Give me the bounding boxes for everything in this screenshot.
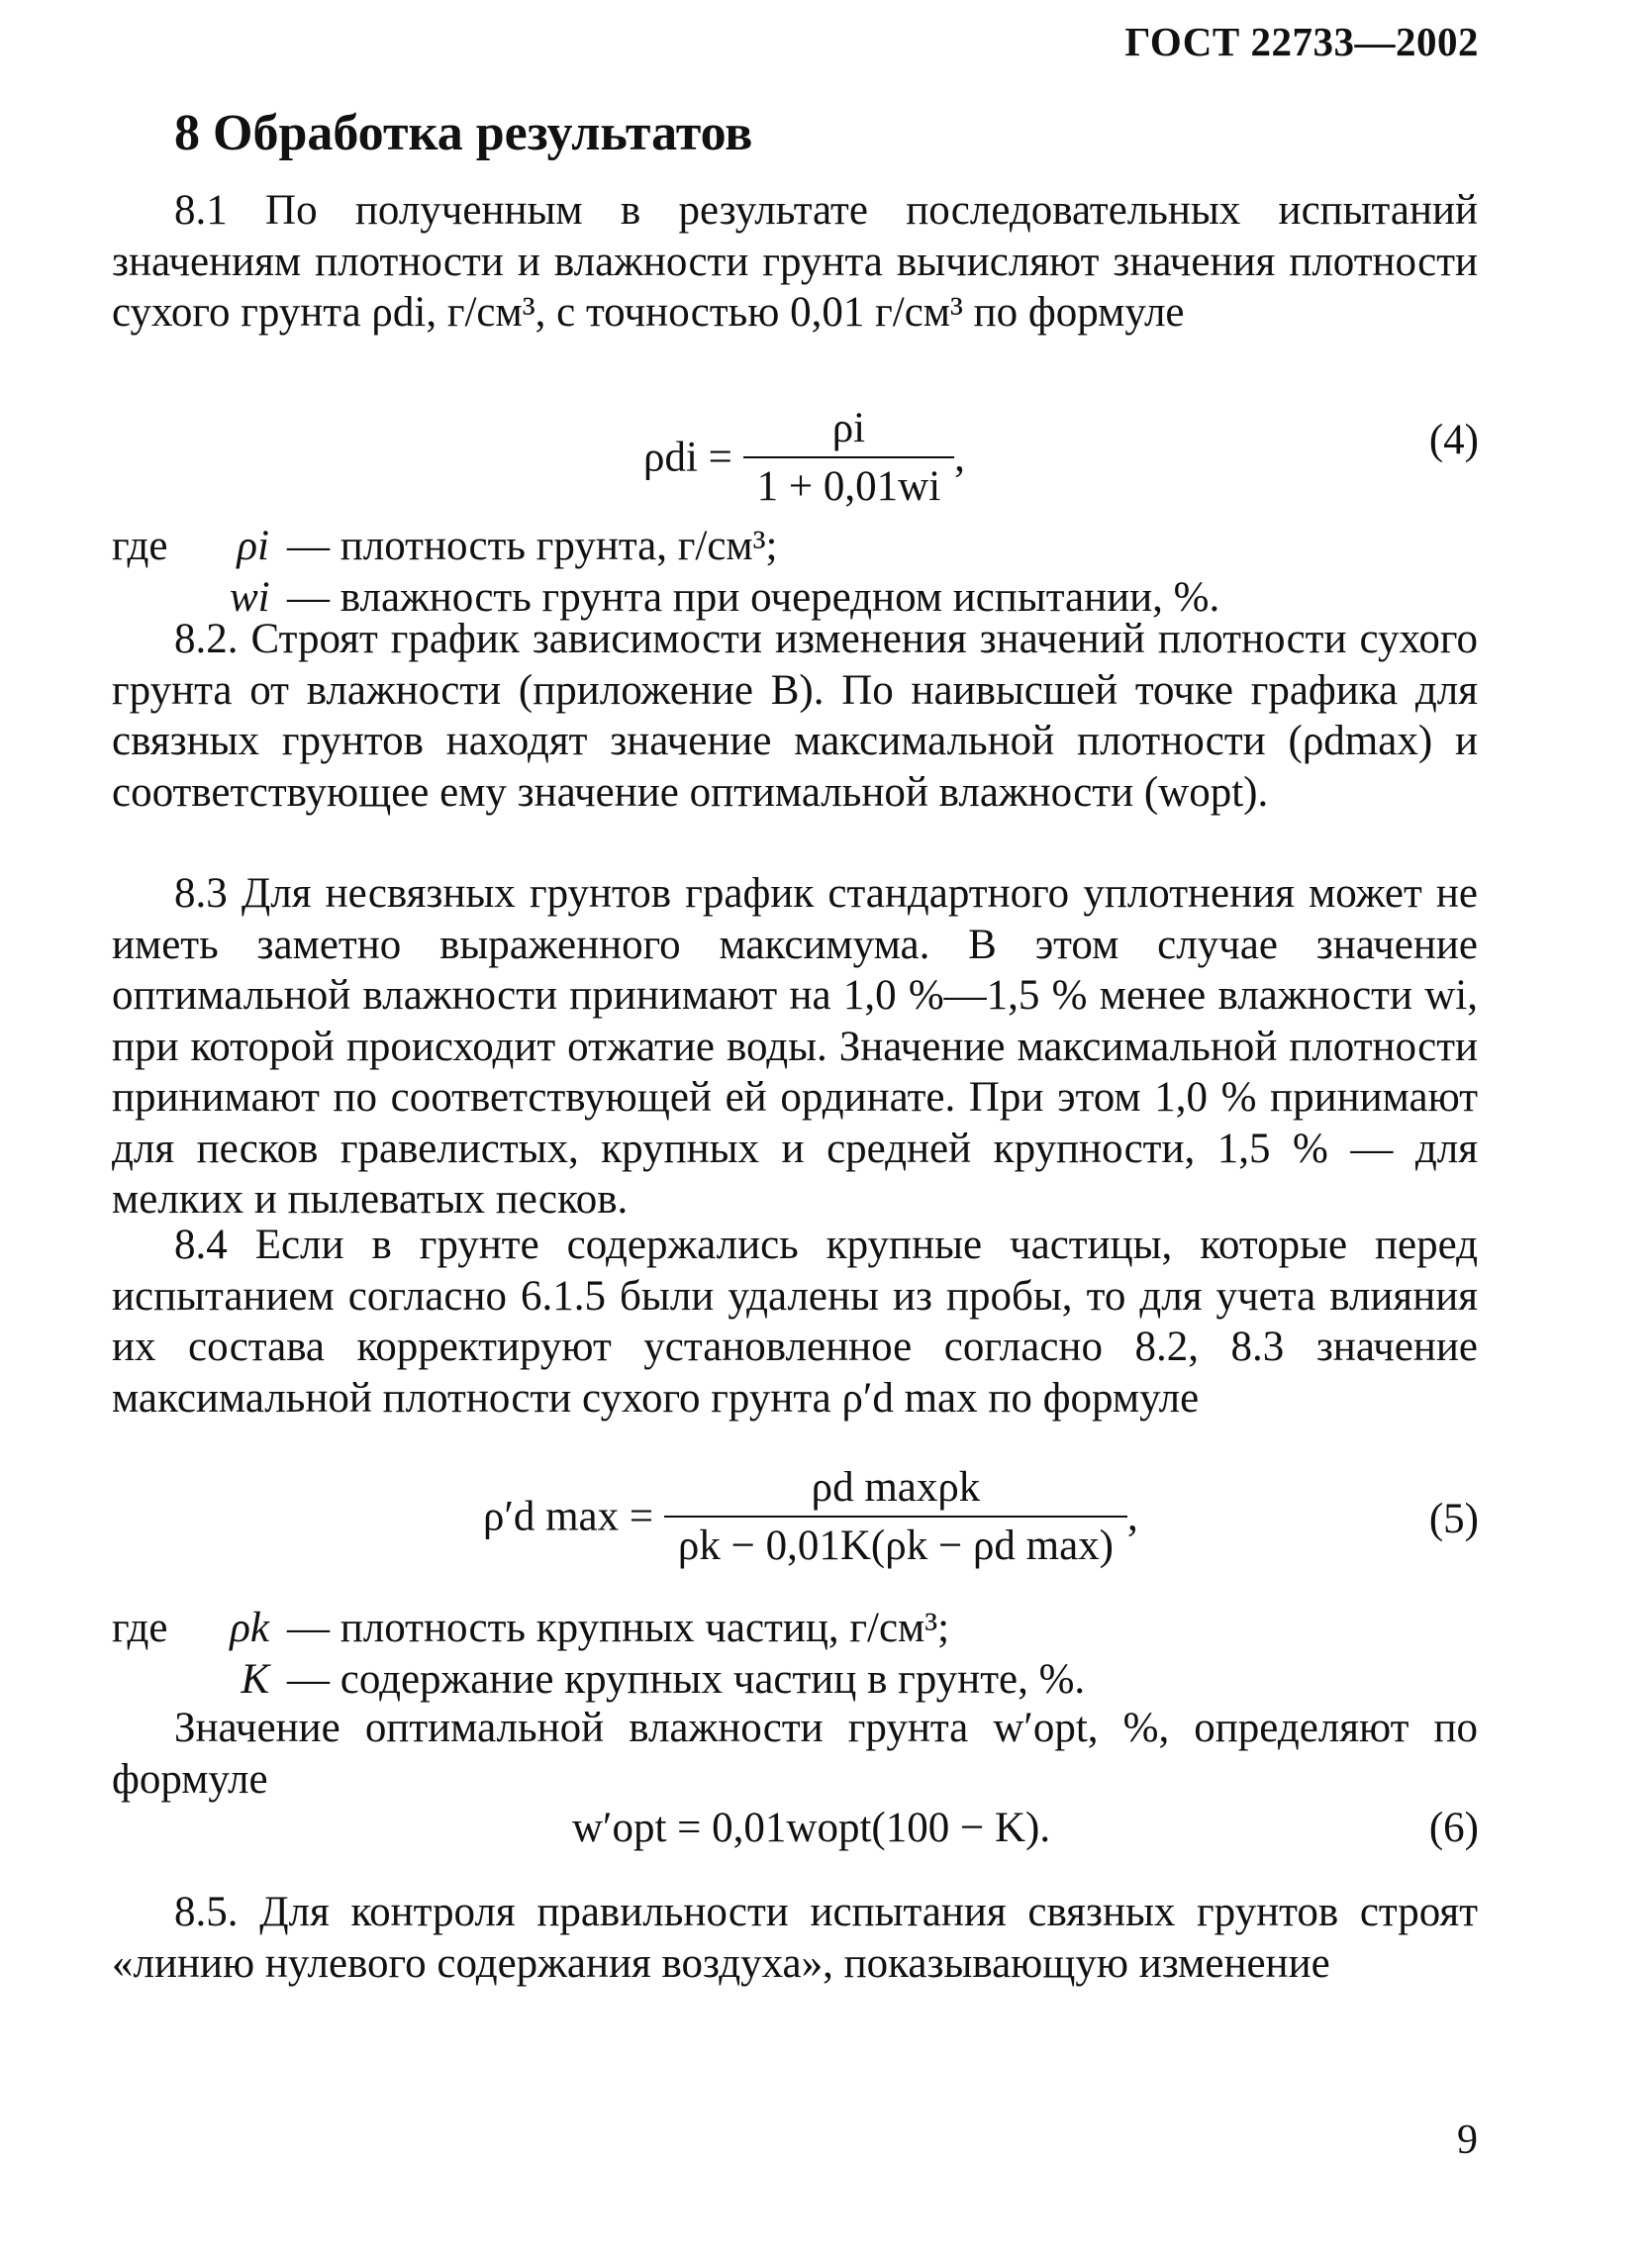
equation-number-4: (4) [1428, 417, 1479, 463]
paragraph-8-3 [112, 868, 1478, 1226]
paragraph-8-1-text: 8.1 По полученным в результате последовательных испытаний значениям плотности и влажности грунта вычисляют значения плотности сухого грунта ρdi, г/см³, с точностью 0,01 г/см³ по формуле [112, 187, 1478, 336]
legend-4-text-1: — плотность грунта, г/см³; [287, 523, 778, 569]
formula-4-denominator: 1 + 0,01wi [756, 463, 941, 510]
document-header: ГОСТ 22733—2002 [1124, 19, 1479, 64]
legend-5-text-2: — содержание крупных частиц в грунте, %. [287, 1656, 1086, 1703]
legend-4-symbol-1: ρi [237, 523, 269, 569]
paragraph-optimal-moisture-text: Значение оптимальной влажности грунта w′opt, %, определяют по формуле [112, 1705, 1478, 1803]
equation-number-6: (6) [1428, 1805, 1479, 1851]
legend-5-text-1: — плотность крупных частиц, г/см³; [287, 1605, 950, 1651]
legend-5-where: где [112, 1605, 168, 1651]
paragraph-8-2 [112, 614, 1478, 818]
formula-4: ρdi = $\frac{\rho i}{1 + 0,01wi}$ , [643, 405, 965, 510]
legend-4-text-2: — влажность грунта при очередном испытании, %. [287, 574, 1220, 621]
formula-5-denominator: ρk − 0,01K(ρk − ρd max) [677, 1523, 1115, 1569]
page-number: 9 [1457, 2117, 1478, 2163]
legend-5-symbol-1: ρk [230, 1605, 269, 1651]
formula-4-fraction [743, 404, 955, 511]
paragraph-8-4 [112, 1220, 1478, 1424]
formula-4-lhs: ρdi = [643, 434, 732, 481]
paragraph-optimal-moisture [112, 1703, 1478, 1805]
section-title: 8 Обработка результатов [174, 105, 753, 161]
legend-5 [0, 1604, 1652, 1713]
equation-number-5: (5) [1428, 1496, 1479, 1542]
paragraph-8-5 [112, 1887, 1478, 1989]
paragraph-8-1 [112, 185, 1478, 339]
formula-5-lhs: ρ′d max = [483, 1493, 654, 1540]
formula-5: ρ′d max = $\frac{\text{ρd maxρk}}{\text{ρk − 0,01K(ρk − ρd max)}}$ , [483, 1464, 1138, 1569]
formula-5-numerator: ρd maxρk [664, 1463, 1127, 1518]
formula-4-numerator: ρi [743, 404, 955, 458]
paragraph-8-5-text: 8.5. Для контроля правильности испытания связных грунтов строят «линию нулевого содержания воздуха», показывающую изменение [112, 1889, 1478, 1987]
paragraph-8-4-text: 8.4 Если в грунте содержались крупные частицы, которые перед испытанием согласно 6.1.5 были удалены из пробы, то для учета влияния их состава корректируют установленное согласно 8.2, 8.3 значение максимальной плотности сухого грунта ρ′d max по формуле [112, 1222, 1478, 1422]
legend-4-where: где [112, 523, 168, 569]
formula-5-fraction [664, 1463, 1127, 1570]
paragraph-8-2-text: 8.2. Строят график зависимости изменения значений плотности сухого грунта от влажности (приложение В). По наивысшей точке графика для связных грунтов находят значение максимальной плотности (ρdmax) и соответствующее ему значение оптимальной влажности (wopt). [112, 616, 1478, 816]
formula-6: w′opt = 0,01wopt(100 − K). [572, 1805, 1051, 1851]
legend-5-symbol-2: K [241, 1656, 269, 1703]
legend-4-symbol-2: wi [230, 574, 270, 621]
paragraph-8-3-text: 8.3 Для несвязных грунтов график стандартного уплотнения может не иметь заметно выраженного максимума. В этом случае значение оптимальной влажности принимают на 1,0 %—1,5 % менее влажности wi, при которой происходит отжатие воды. Значение максимальной плотности принимают по соответствующей ей ординате. При этом 1,0 % принимают для песков гравелистых, крупных и средней крупности, 1,5 % — для мелких и пылеватых песков. [112, 870, 1478, 1223]
